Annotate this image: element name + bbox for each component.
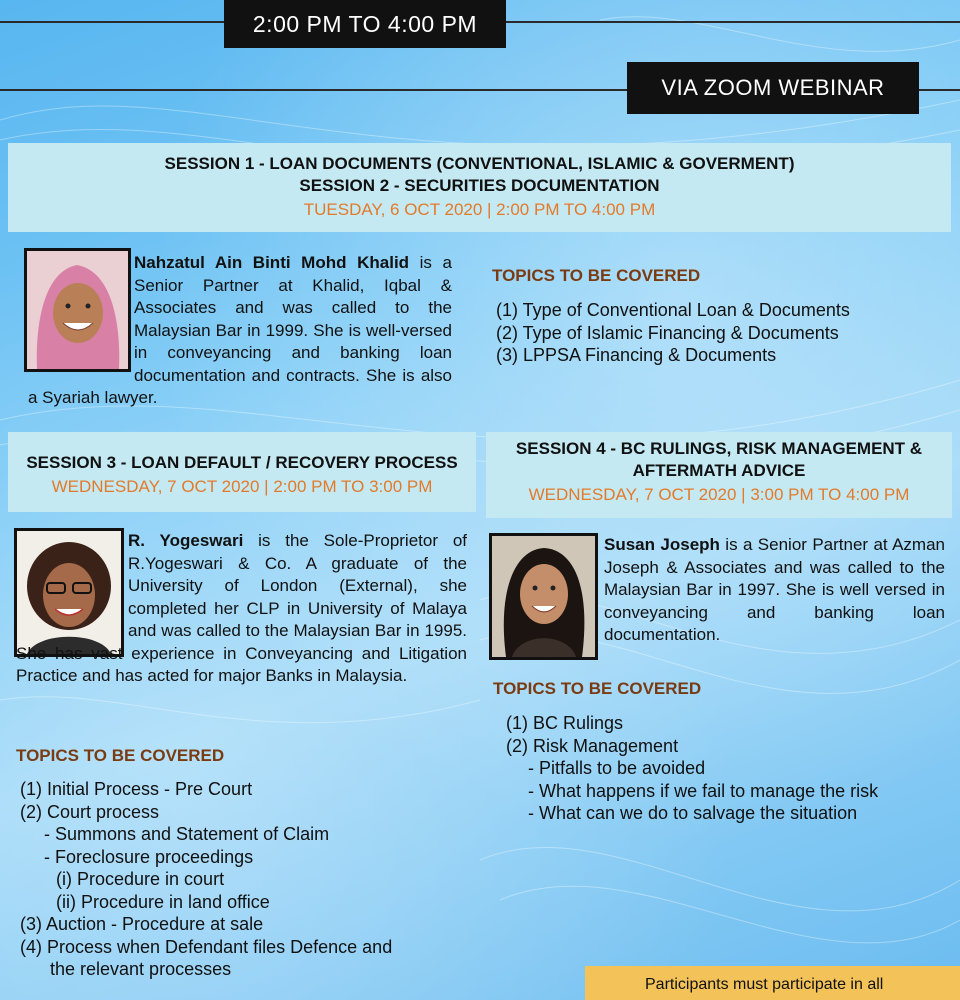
time-box <box>224 0 506 48</box>
topic-subsubitem: (i) Procedure in court <box>56 869 225 889</box>
speaker-name-susan: Susan Joseph <box>604 535 720 554</box>
speaker-bio-yogeswari <box>16 530 467 688</box>
topics-list-1-2 <box>496 299 850 367</box>
session-4-title-line1: SESSION 4 - BC RULINGS, RISK MANAGEMENT & <box>515 439 923 458</box>
speaker-photo-susan <box>489 533 598 660</box>
participation-note-text: Participants must participate in all <box>645 976 884 993</box>
time-label: 2:00 PM TO 4:00 PM <box>252 10 478 37</box>
topic-item-continued: the relevant processes <box>50 959 232 979</box>
topic-item: (2) Risk Management <box>506 735 679 756</box>
session-3-date: WEDNESDAY, 7 OCT 2020 | 2:00 PM TO 3:00 PM <box>51 477 433 496</box>
speaker-name-yogeswari: R. Yogeswari <box>128 531 244 550</box>
session-1-title: SESSION 1 - LOAN DOCUMENTS (CONVENTIONAL, ISLAMIC & GOVERMENT) <box>164 154 795 173</box>
speaker-bio-nahzatul <box>28 252 452 410</box>
speaker-bio-susan <box>604 534 945 647</box>
participation-note <box>585 966 960 1000</box>
session-3-panel <box>8 432 476 512</box>
topic-subitem: - Summons and Statement of Claim <box>44 824 330 844</box>
topic-item: (1) Initial Process - Pre Court <box>20 779 253 799</box>
session-3-title: SESSION 3 - LOAN DEFAULT / RECOVERY PROCESS <box>26 453 458 472</box>
speaker-text-susan: is a Senior Partner at Azman Joseph & Associates and was called to the Malaysian Bar in 1997. She is well versed in conveyancing and banking loan documentation. <box>604 535 945 644</box>
topic-subitem: - Pitfalls to be avoided <box>528 758 706 778</box>
topics-heading-3: TOPICS TO BE COVERED <box>16 746 225 765</box>
session-4-title-line2: AFTERMATH ADVICE <box>632 461 806 480</box>
topics-list-3 <box>20 778 392 981</box>
topic-item: (4) Process when Defendant files Defence and <box>20 936 393 957</box>
session-2-title: SESSION 2 - SECURITIES DOCUMENTATION <box>299 176 660 195</box>
topic-item: (1) Type of Conventional Loan & Documents <box>496 300 850 320</box>
session-4-date: WEDNESDAY, 7 OCT 2020 | 3:00 PM TO 4:00 PM <box>528 485 910 504</box>
session-1-2-panel <box>8 143 951 232</box>
topics-list-4 <box>506 712 878 825</box>
topic-item: (3) LPPSA Financing & Documents <box>496 345 777 365</box>
speaker-text-nahzatul: is a Senior Partner at Khalid, Iqbal & Associates and was called to the Malaysian Bar in 1999. She is well-versed in conveyancing and banking loan documentation and contracts. She is also a Syariah lawyer. <box>28 253 452 407</box>
topics-heading-1-2: TOPICS TO BE COVERED <box>492 266 701 285</box>
topic-item: (1) BC Rulings <box>506 713 624 733</box>
session-1-2-date: TUESDAY, 6 OCT 2020 | 2:00 PM TO 4:00 PM <box>303 200 656 219</box>
topic-item: (2) Type of Islamic Financing & Documents <box>496 322 839 343</box>
topic-subitem: - What happens if we fail to manage the risk <box>528 780 879 801</box>
venue-label: VIA ZOOM WEBINAR <box>661 75 885 100</box>
topic-item: (3) Auction - Procedure at sale <box>20 914 264 934</box>
speaker-text-yogeswari: is the Sole-Proprietor of R.Yogeswari & Co. A graduate of the University of London (External), she completed her CLP in University of Malaya and was called to the Malaysian Bar in 1995. She has vast experience in Conveyancing and Litigation Practice and has acted for major Banks in Malaysia. <box>16 531 468 685</box>
topic-item: (2) Court process <box>20 801 160 822</box>
topic-subsubitem: (ii) Procedure in land office <box>56 891 270 912</box>
session-4-panel <box>486 432 952 518</box>
speaker-name-nahzatul: Nahzatul Ain Binti Mohd Khalid <box>134 253 410 272</box>
topic-subitem: - What can we do to salvage the situation <box>528 803 858 823</box>
topic-subitem: - Foreclosure proceedings <box>44 846 254 867</box>
topics-heading-4: TOPICS TO BE COVERED <box>493 679 702 698</box>
venue-box <box>627 62 919 114</box>
